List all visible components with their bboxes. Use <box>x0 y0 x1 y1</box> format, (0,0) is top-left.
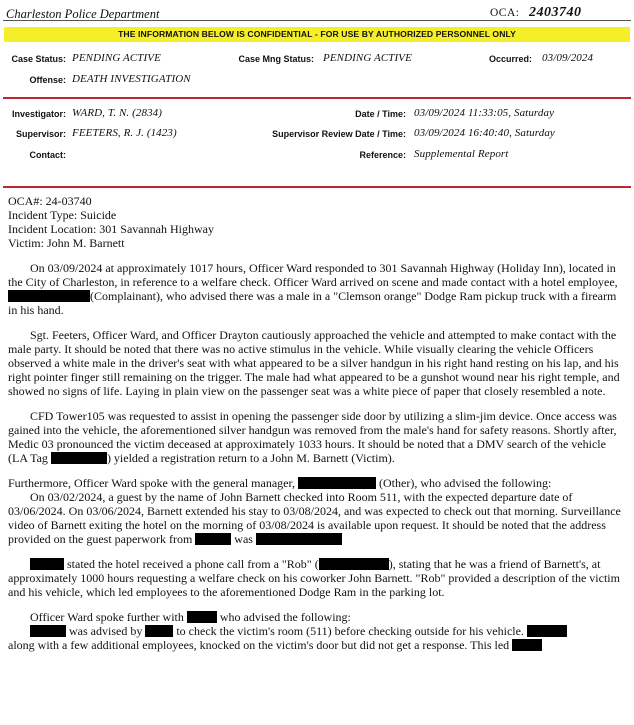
occurred-value: 03/09/2024 <box>542 52 594 64</box>
redaction-box <box>51 452 107 464</box>
case-status-value: PENDING ACTIVE <box>72 52 161 64</box>
redaction-box <box>30 558 64 570</box>
redaction-box <box>319 558 389 570</box>
narrative-paragraph: On 03/09/2024 at approximately 1017 hours, Officer Ward responded to 301 Savannah Highway (Holiday Inn), located in the City of Charleston, in reference to a welfare check. Officer Ward arrived on scene and made contact with a hotel employee, (Complainant), who advised there was a male in a "Clemson orange" Dodge Ram pickup truck with a firearm in his hand. <box>8 261 618 317</box>
report-body <box>8 194 628 652</box>
redaction-box <box>145 625 173 637</box>
confidential-banner: THE INFORMATION BELOW IS CONFIDENTIAL - FOR USE BY AUTHORIZED PERSONNEL ONLY <box>4 27 630 42</box>
narrative-paragraph: Officer Ward spoke further with who advised the following: was advised by to check the victim's room (511) before checking outside for his vehicle. along with a few additional employees, knocked on the victim's door but did not get a response. This led <box>8 610 628 652</box>
investigator-value: WARD, T. N. (2834) <box>72 107 163 119</box>
agency-name: Charleston Police Department <box>6 7 160 21</box>
header-rule <box>3 20 631 21</box>
oca-number: 2403740 <box>529 5 582 20</box>
oca-label: OCA: <box>490 7 520 19</box>
incident-location: Incident Location: 301 Savannah Highway <box>8 222 214 236</box>
offense-value: DEATH INVESTIGATION <box>72 73 191 85</box>
contact-label: Contact: <box>29 150 66 160</box>
supervisor-review-value: 03/09/2024 16:40:40, Saturday <box>414 127 555 139</box>
redaction-box <box>8 290 90 302</box>
datetime-value: 03/09/2024 11:33:05, Saturday <box>414 107 555 119</box>
redaction-box <box>256 533 342 545</box>
supervisor-review-label: Supervisor Review Date / Time: <box>272 129 406 139</box>
investigator-label: Investigator: <box>11 109 66 119</box>
reference-value: Supplemental Report <box>414 148 509 160</box>
redaction-box <box>298 477 376 489</box>
section-divider <box>3 186 631 188</box>
incident-type: Incident Type: Suicide <box>8 208 117 222</box>
section-divider <box>3 97 631 99</box>
case-status-label: Case Status: <box>11 54 66 64</box>
narrative-paragraph: Sgt. Feeters, Officer Ward, and Officer Drayton cautiously approached the vehicle and attempted to make contact with the male party. It should be noted that there was no active stimulus in the vehicle. While visually clearing the vehicle Officers observed a white male in the driver's seat with what appeared to be a silver handgun in his right hand resting on his lap, and his right pointer finger still remaining on the trigger. The male had what appeared to be a gunshot wound near his right temple, and showed no signs of life. Laying in plain view on the passenger seat was a white piece of paper that closely resembled a note. <box>8 328 620 398</box>
narrative-paragraph: stated the hotel received a phone call from a "Rob" ( ), stating that he was a friend of Barnett's, at approximately 1000 hours requesting a welfare check on his coworker John Barnett. "Rob" provided a description of the victim and his vehicle, which led employees to the aforementioned Dodge Ram in the parking lot. <box>8 557 620 599</box>
redaction-box <box>30 625 66 637</box>
supervisor-label: Supervisor: <box>15 129 66 139</box>
datetime-label: Date / Time: <box>355 109 406 119</box>
victim-line: Victim: John M. Barnett <box>8 236 125 250</box>
redaction-box <box>527 625 567 637</box>
narrative-paragraph: Furthermore, Officer Ward spoke with the general manager, (Other), who advised the following: On 03/02/2024, a guest by the name of John Barnett checked into Room 511, with the expected departure date of 03/06/2024. On 03/06/2024, Barnett extended his stay to 03/08/2024, and was expected to check out that morning. Surveillance video of Barnett exiting the hotel on the morning of 03/08/2024 is available upon request. It should be noted that the address provided on the guest paperwork from was <box>8 476 621 546</box>
case-mng-status-value: PENDING ACTIVE <box>323 52 412 64</box>
redaction-box <box>512 639 542 651</box>
redaction-box <box>195 533 231 545</box>
narrative-paragraph: CFD Tower105 was requested to assist in opening the passenger side door by utilizing a slim-jim device. Once access was gained into the vehicle, the aforementioned silver handgun was removed from the male's hand for safety reasons. Shortly after, Medic 03 pronounced the victim deceased at approximately 1033 hours. It should be noted that a DMV search of the vehicle (LA Tag ) yielded a registration return to a John M. Barnett (Victim). <box>8 409 617 465</box>
occurred-label: Occurred: <box>488 54 532 64</box>
redaction-box <box>187 611 217 623</box>
reference-label: Reference: <box>359 150 406 160</box>
oca-line: OCA#: 24-03740 <box>8 194 92 208</box>
supervisor-value: FEETERS, R. J. (1423) <box>72 127 177 139</box>
offense-label: Offense: <box>29 75 66 85</box>
case-mng-status-label: Case Mng Status: <box>238 54 314 64</box>
